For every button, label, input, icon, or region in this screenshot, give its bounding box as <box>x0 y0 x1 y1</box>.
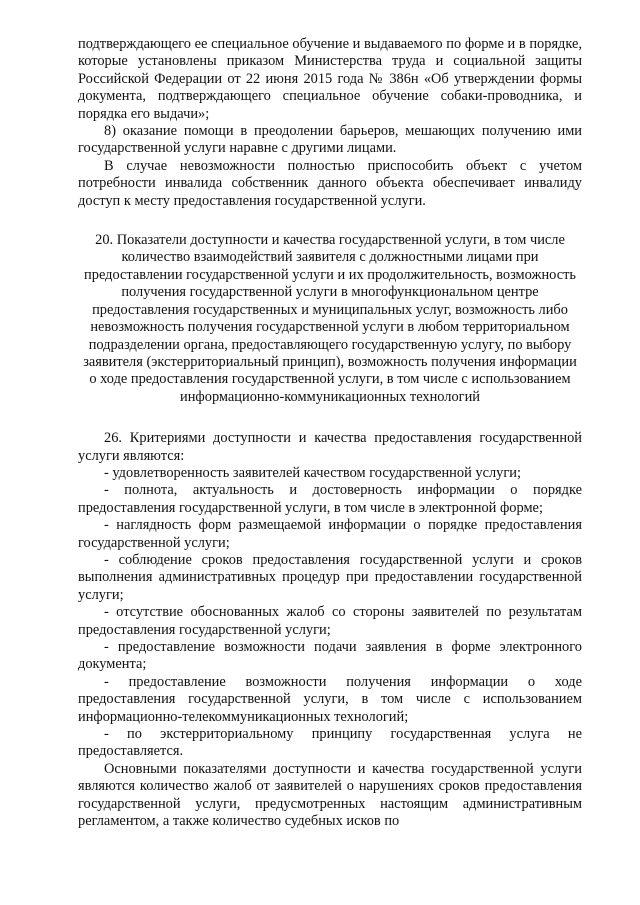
criteria-intro: 26. Критериями доступности и качества предоставления государственной услуги являются: <box>78 430 582 464</box>
closing-paragraph: Основными показателями доступности и качества государственной услуги являются количество жалоб от заявителей о нарушениях сроков предоставления государственной услуги, предусмотренных настоящим административным регламентом, а также количество судебных исков по <box>78 760 582 830</box>
criteria-item: - отсутствие обоснованных жалоб со стороны заявителей по результатам предоставления государственной услуги; <box>78 604 582 638</box>
paragraph-continuation: подтверждающего ее специальное обучение и выдаваемого по форме и в порядке, которые установлены приказом Министерства труда и социальной защиты Российской Федерации от 22 июня 2015 года № 386н «Об утверждении формы документа, подтверждающего специальное обучение собаки-проводника, и порядка его выдачи»; <box>78 36 582 122</box>
criteria-item: - соблюдение сроков предоставления государственной услуги и сроков выполнения административных процедур при предоставлении государственной услуги; <box>78 551 582 603</box>
section-heading-20: 20. Показатели доступности и качества государственной услуги, в том числе количество взаимодействий заявителя с должностными лицами при предоставлении государственной услуги и их продолжительность, возможность получения государственной услуги в многофункциональном центре предоставления государственных и муниципальных услуг, возможность либо невозможность получения государственной услуги в любом территориальном подразделении органа, предоставляющего государственную услугу, по выбору заявителя (экстерриториальный принцип), возможность получения информации о ходе предоставления государственной услуги, в том числе с использованием информационно-коммуникационных технологий <box>83 232 577 405</box>
criteria-item: - по экстерриториальному принципу государственная услуга не предоставляется. <box>78 726 582 760</box>
criteria-item: - предоставление возможности получения информации о ходе предоставления государственной услуги, в том числе с использованием информационно-телекоммуникационных технологий; <box>78 673 582 725</box>
criteria-item: - удовлетворенность заявителей качеством государственной услуги; <box>104 464 521 481</box>
paragraph-item-8: 8) оказание помощи в преодолении барьеров, мешающих получению ими государственной услуги наравне с другими лицами. <box>78 123 582 157</box>
criteria-item: - наглядность форм размещаемой информации о порядке предоставления государственной услуги; <box>78 517 582 551</box>
document-page <box>78 36 582 830</box>
criteria-item: - предоставление возможности подачи заявления в форме электронного документа; <box>78 639 582 673</box>
paragraph-owner-obligation: В случае невозможности полностью приспособить объект с учетом потребности инвалида собственник данного объекта обеспечивает инвалиду доступ к месту предоставления государственной услуги. <box>78 157 582 209</box>
criteria-item: - полнота, актуальность и достоверность информации о порядке предоставления государственной услуги, в том числе в электронной форме; <box>78 482 582 516</box>
